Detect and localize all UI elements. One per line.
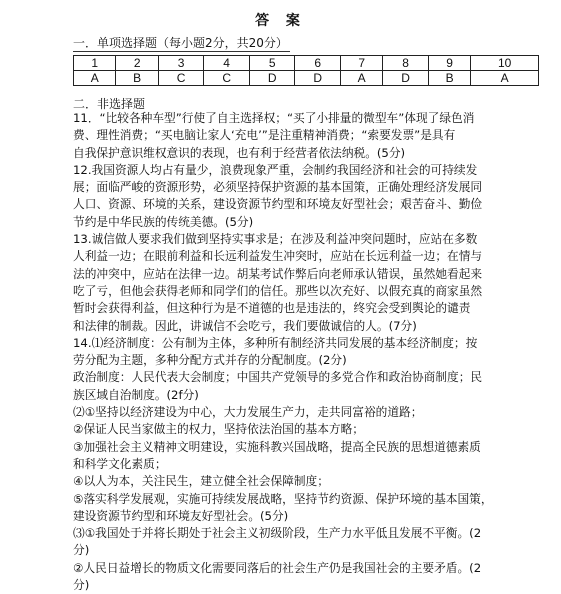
answer-line: 吃了亏，但他会获得老师和同学们的信任。那些以次充好、以假充真的商家虽然 — [73, 283, 483, 298]
question-number: 8 — [383, 56, 429, 71]
answer-line: 费、理性消费；“买电脑让家人‘充电’”是注重精神消费；“索要发票”是具有 — [73, 128, 456, 143]
answer-cell: B — [116, 71, 158, 86]
question-number: 2 — [116, 56, 158, 71]
answer-line: 人利益一边；在眼前利益和长远利益发生冲突时，应站在长远利益一边；在情与 — [73, 249, 483, 264]
answer-line: 12.我国资源人均占有量少，浪费现象严重，会制约我国经济和社会的可持续发 — [73, 162, 478, 177]
answer-line: ②人民日益增长的物质文化需要同落后的社会生产仍是我国社会的主要矛盾。(2 — [73, 560, 482, 575]
answer-row — [74, 71, 539, 86]
answer-line: ⑶①我国处于并将长期处于社会主义初级阶段，生产力水平低且发展不平衡。(2 — [73, 526, 482, 541]
answer-line: 分) — [73, 543, 90, 558]
answer-line: 13.诚信做人要求我们做到坚持实事求是；在涉及利益冲突问题时，应站在多数 — [73, 232, 478, 247]
answer-line: 人口、资源、环境的关系，建设资源节约型和环境友好型社会；艰苦奋斗、勤俭 — [73, 197, 483, 212]
answer-body — [73, 110, 543, 594]
section-single-choice-label: 一．单项选择题（每小题2分，共20分） — [73, 36, 288, 50]
question-number-row — [74, 56, 539, 71]
answer-line: ⑵①坚持以经济建设为中心，大力发展生产力，走共同富裕的道路； — [73, 405, 423, 420]
answer-line: ②保证人民当家做主的权力，坚持依法治国的基本方略； — [73, 422, 364, 437]
answer-line: ④以人为本，关注民生，建立健全社会保障制度； — [73, 474, 329, 489]
answer-line: 自我保护意识维权意识的表现，也有利于经营者依法纳税。(5分) — [73, 145, 406, 160]
answer-cell: B — [428, 71, 470, 86]
answer-line: 分) — [73, 578, 90, 593]
page-title: 答 案 — [255, 13, 306, 29]
question-number: 7 — [340, 56, 382, 71]
answer-cell: A — [74, 71, 116, 86]
answer-line: 族区域自治制度。(2f分) — [73, 387, 199, 402]
section-single-choice-heading — [73, 34, 290, 52]
answer-table — [73, 55, 539, 86]
answer-line: 法的冲突中，应站在法律一边。胡某考试作弊后向老师承认错误，虽然她看起来 — [73, 266, 483, 281]
answer-cell: A — [340, 71, 382, 86]
answer-line: 劳分配为主题，多种分配方式并存的分配制度。(2分) — [73, 353, 347, 368]
question-number: 5 — [249, 56, 295, 71]
answer-line: 14.⑴经济制度：公有制为主体，多种所有制经济共同发展的基本经济制度；按 — [73, 335, 478, 350]
answer-line: ③加强社会主义精神文明建设，实施科教兴国战略，提高全民族的思想道德素质 — [73, 439, 481, 454]
question-number: 6 — [295, 56, 341, 71]
answer-line: 11．“比较各种车型”行使了自主选择权；“买了小排量的微型车”体现了绿色消 — [73, 111, 475, 125]
question-number: 10 — [471, 56, 539, 71]
question-number: 9 — [428, 56, 470, 71]
answer-cell: D — [383, 71, 429, 86]
answer-line: 节约是中华民族的传统美德。(5分) — [73, 214, 254, 229]
answer-cell: D — [295, 71, 341, 86]
answer-line: 和法律的制裁。因此，讲诚信不会吃亏，我们要做诚信的人。(7分) — [73, 318, 417, 333]
answer-cell: C — [204, 71, 250, 86]
answer-line: 和科学文化素质； — [73, 456, 167, 471]
section-non-choice-heading: 二．非选择题 — [73, 97, 146, 111]
answer-cell: D — [249, 71, 295, 86]
answer-line: 暂时会获得利益，但这种行为是不道德的也是违法的，终究会受到舆论的谴责 — [73, 301, 471, 316]
answer-line: 建设资源节约型和环境友好型社会。(5分) — [73, 508, 289, 523]
question-number: 4 — [204, 56, 250, 71]
answer-cell: C — [158, 71, 204, 86]
question-number: 1 — [74, 56, 116, 71]
question-number: 3 — [158, 56, 204, 71]
answer-cell: A — [471, 71, 539, 86]
answer-line: ⑤落实科学发展观，实施可持续发展战略，坚持节约资源、保护环境的基本国策， — [73, 491, 493, 506]
answer-line: 政治制度：人民代表大会制度；中国共产党领导的多党合作和政治协商制度；民 — [73, 370, 483, 385]
answer-line: 展；面临严峻的资源形势，必须坚持保护资源的基本国策，正确处理经济发展同 — [73, 180, 483, 195]
